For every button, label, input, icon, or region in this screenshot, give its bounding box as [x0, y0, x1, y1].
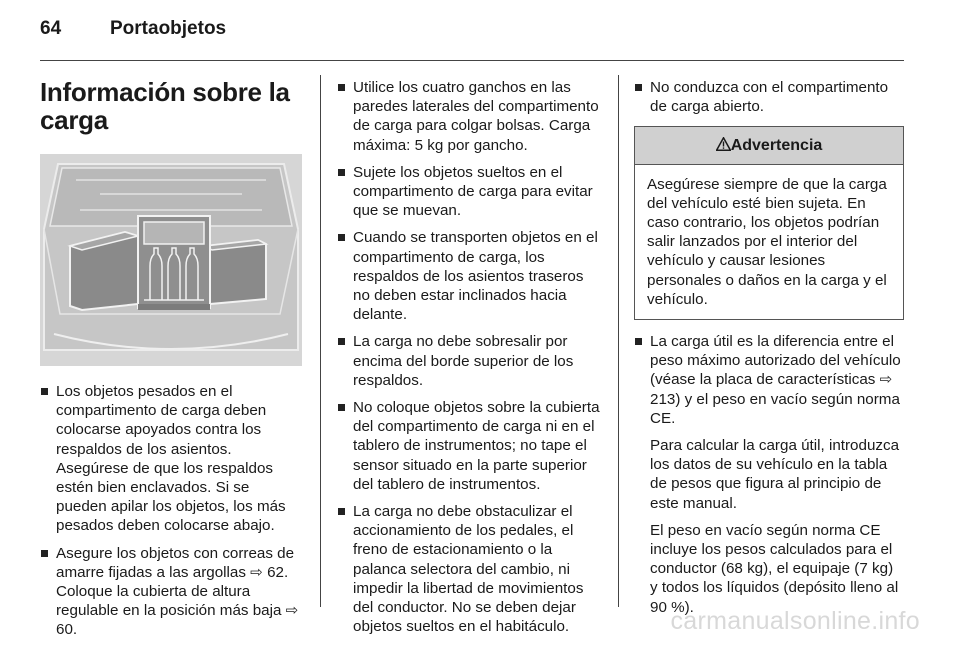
bullet-icon — [338, 338, 345, 345]
car-cargo-illustration — [40, 154, 302, 366]
list-item: Cuando se transporten objetos en el compartimento de carga, los respaldos de los asientos traseros no deben estar inclinados hacia delante. — [337, 228, 603, 324]
list-item: No coloque objetos sobre la cubierta del compartimento de carga ni en el tablero de instrumentos; no tape el sensor situado en la parte superior del tablero de instrumentos. — [337, 398, 603, 494]
column-1 — [40, 78, 302, 648]
warning-header — [635, 127, 903, 164]
watermark: carmanualsonline.info — [670, 607, 920, 635]
bullet-icon — [635, 338, 642, 345]
page-number: 64 — [40, 18, 62, 39]
warning-body: Asegúrese siempre de que la carga del vehículo esté bien sujeta. En caso contrario, los objetos podrían salir lanzados por el interior del vehículo y causar lesiones personales o daños en la carga y el vehículo. — [647, 175, 887, 308]
column-divider — [320, 75, 321, 607]
warning-triangle-icon — [716, 137, 731, 151]
bullet-icon — [41, 550, 48, 557]
list-item: La carga útil es la diferencia entre el peso máximo autorizado del vehículo (véase la placa de características ⇨ 213) y el peso en vacío según norma CE. — [634, 332, 904, 428]
column-divider — [618, 75, 619, 607]
paragraph: El peso en vacío según norma CE incluye los pesos calculados para el conductor (68 kg), el equipaje (7 kg) y todos los líquidos (depósito lleno al 90 %). — [650, 521, 899, 616]
warning-box — [634, 126, 904, 320]
column-2 — [337, 78, 603, 644]
list-item: Utilice los cuatro ganchos en las paredes laterales del compartimento de carga para colgar bolsas. Carga máxima: 5 kg por gancho. — [337, 78, 603, 155]
list-item: Sujete los objetos sueltos en el compartimento de carga para evitar que se muevan. — [337, 163, 603, 221]
list-item: No conduzca con el compartimento de carga abierto. — [634, 78, 904, 116]
page-header — [40, 18, 226, 40]
bullet-icon — [338, 84, 345, 91]
bullet-icon — [338, 404, 345, 411]
paragraph: Para calcular la carga útil, introduzca los datos de su vehículo en la tabla de pesos que figura al principio de este manual. — [650, 437, 900, 512]
column-3 — [634, 78, 904, 625]
bullet-icon — [338, 169, 345, 176]
bullet-icon — [338, 234, 345, 241]
header-rule — [40, 60, 904, 61]
bullet-icon — [635, 84, 642, 91]
section-title: Portaobjetos — [110, 18, 227, 39]
bullet-icon — [338, 508, 345, 515]
warning-title: Advertencia — [730, 137, 823, 155]
list-item: Los objetos pesados en el compartimento de carga deben colocarse apoyados contra los respaldos de los asientos. Asegúrese de que los respaldos estén bien enclavados. Si se pueden apilar los objetos, los más pesados deben colocarse abajo. — [40, 382, 302, 536]
bullet-icon — [41, 388, 48, 395]
list-item: La carga no debe obstaculizar el accionamiento de los pedales, el freno de estacionamiento o la palanca selectora del cambio, ni impedir la libertad de movimientos del conductor. No se deben dejar objetos sueltos en el habitáculo. — [337, 502, 603, 636]
page-title: Información sobre la carga — [40, 77, 290, 135]
list-item: La carga no debe sobresalir por encima del borde superior de los respaldos. — [337, 332, 603, 390]
list-item: Asegure los objetos con correas de amarre fijadas a las argollas ⇨ 62. Coloque la cubierta de altura regulable en la posición más baja ⇨ 60. — [40, 544, 302, 640]
